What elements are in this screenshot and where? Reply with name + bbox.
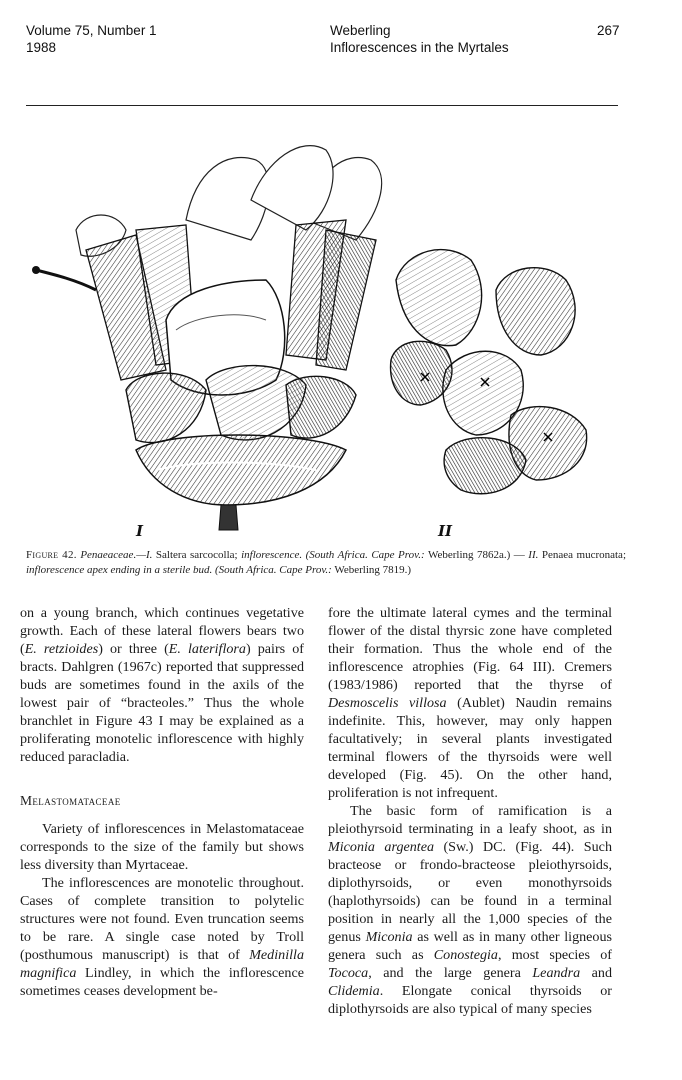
paragraph — [20, 604, 304, 766]
running-header-center — [330, 22, 509, 56]
body-column-left — [20, 604, 304, 1000]
drawing-saltera-sarcocolla — [32, 146, 382, 530]
species-name: Conostegia — [433, 947, 498, 963]
species-name: Clidemia — [328, 983, 380, 999]
journal-year: 1988 — [26, 40, 57, 55]
species-name: Leandra — [532, 965, 581, 981]
caption-part1-desc: inflorescence. (South Africa. Cape Prov.: — [241, 549, 425, 561]
caption-part2-species: Penaea mucronata; — [541, 549, 626, 561]
species-name: E. lateriflora — [168, 641, 246, 657]
paragraph — [20, 874, 304, 1000]
text-run: , most species of — [497, 947, 612, 963]
text-run: on a young branch, which continues vegetative growth. Each of these lateral flowers bears two ( — [20, 605, 304, 657]
species-name: Tococa — [328, 965, 369, 981]
inflorescence-illustration — [26, 130, 626, 545]
caption-part1-species: Saltera sarcocolla; — [155, 549, 238, 561]
paragraph: Variety of inflorescences in Melastomataceae corresponds to the size of the family but shows less diversity than Myrtaceae. — [20, 821, 304, 873]
species-name: Miconia — [365, 929, 413, 945]
paragraph — [328, 604, 612, 802]
caption-figure-label: Figure 42. — [26, 549, 77, 561]
text-run: . Elongate conical thyrsoids or diplothyrsoids are also typical of many species — [328, 983, 612, 1017]
species-name: Miconia argentea — [328, 839, 435, 855]
paragraph — [328, 802, 612, 1018]
text-run: The basic form of ramification is a pleiothyrsoid terminating in a leafy shoot, as in — [328, 803, 612, 837]
section-heading-melastomataceae: Melastomataceae — [20, 793, 121, 808]
caption-part2-voucher: Weberling 7819.) — [334, 564, 412, 576]
species-name: Desmoscelis villosa — [328, 695, 447, 711]
text-run: ) or three ( — [98, 641, 169, 657]
caption-part1-num: —I. — [136, 549, 153, 561]
text-run: , and the large genera — [368, 965, 533, 981]
species-name: Medinilla magnifica — [20, 947, 304, 981]
article-title: Inflorescences in the Myrtales — [330, 40, 509, 55]
text-run: The inflorescences are monotelic throughout. Cases of complete transition to polytelic structures were not found. Even truncation seems to be rare. A single case noted by Troll (posthumous manuscript) is that of — [20, 875, 304, 963]
page-number: 267 — [597, 23, 620, 38]
text-run: (Aublet) Naudin remains indefinite. This, however, may only happen facultatively; in several plants investigated terminal flowers of the thyrsoids were well developed (Fig. 45). On the other hand, proliferation is not infrequent. — [328, 695, 613, 801]
header-rule — [26, 105, 618, 106]
figure-42 — [26, 130, 626, 545]
caption-family: Penaeaceae. — [80, 549, 137, 561]
text-run: (Sw.) DC. (Fig. 44). Such bracteose or frondo-bracteose pleiothyrsoids, diplothyrsoids, or even monothyrsoids (haplothyrsoids) can be found in a terminal position in nearly all the 1,000 species of the genus — [328, 839, 612, 945]
text-run: fore the ultimate lateral cymes and the terminal flower of the distal thyrsic zone have completed their formation. Thus the whole end of the inflorescence atrophies (Fig. 64 III). Cremers (1983/1986) reported that the thyrse of — [328, 605, 612, 693]
species-name: E. retzioides — [24, 641, 99, 657]
figure-part-label-i: I — [136, 522, 144, 540]
text-run: ) pairs of bracts. Dahlgren (1967c) reported that suppressed buds are sometimes found in the axils of the lowest pair of “bracteoles.” Thus the whole branchlet in Figure 43 I may be explained as a proliferating monotelic inflorescence with highly reduced paracladia. — [20, 641, 304, 765]
text-run: Lindley, in which the inflorescence sometimes ceases development be- — [20, 965, 304, 999]
caption-part2-num: II. — [528, 549, 539, 561]
caption-part1-voucher: Weberling 7862a.) — — [427, 549, 525, 561]
figure-caption — [26, 548, 626, 578]
article-author: Weberling — [330, 23, 391, 38]
text-run: as well as in many other ligneous genera such as — [328, 929, 612, 963]
figure-part-label-ii: II — [438, 522, 453, 540]
drawing-penaea-mucronata — [391, 250, 587, 494]
text-run: and — [580, 965, 612, 981]
running-header-left — [26, 22, 157, 56]
caption-part2-desc: inflorescence apex ending in a sterile bud. (South Africa. Cape Prov.: — [26, 564, 332, 576]
journal-volume: Volume 75, Number 1 — [26, 23, 157, 38]
body-column-right — [328, 604, 612, 1018]
